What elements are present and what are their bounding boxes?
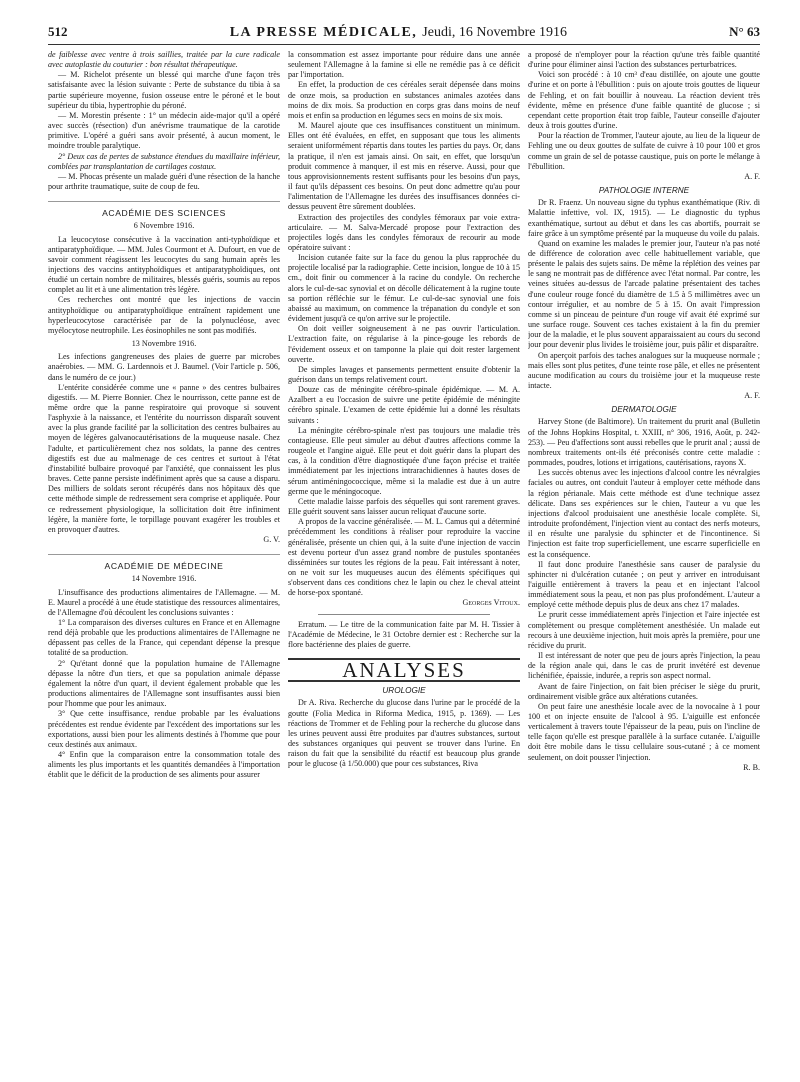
paragraph: Voici son procédé : à 10 cm³ d'eau distillée, on ajoute une goutte d'urine et on porte à l'ébullition : puis on ajoute trois gouttes de liqueur de Fehling, et on fait bouillir à nouveau. La réaction devient très évidente, même en présence d'une faible quantité de glucose ; si cependant cette proportion était trop faible, l'auteur conseille d'ajouter deux à trois gouttes d'urine. (528, 70, 760, 131)
paragraph: 3° Que cette insuffisance, rendue probable par les évaluations précédentes est rendue évidente par l'excédent des importations sur les exportations, aussi bien pour les aliments destinés à l'homme que pour ceux destinés aux animaux. (48, 709, 280, 749)
paragraph: On aperçoit parfois des taches analogues sur la muqueuse normale ; mais elles sont plus petites, d'une teinte rose pâle, et elles ne présentent aucune modification au cours du troisième jour et la muqueuse reste intacte. (528, 350, 760, 390)
paragraph: La leucocytose consécutive à la vaccination anti-typhoïdique et antiparatyphoïdique. — MM. Jules Courmont et A. Dufourt, en vue de savoir comment réagissent les leucocytes du sang humain après les injections des vaccins antityphoïdiques et antiparatyphoïdiques, ont étudié un certain nombre de militaires, blessés guéris, soumis au repos complet au lit et à une alimentation très légère. (48, 234, 280, 295)
signature: G. V. (263, 535, 280, 545)
paragraph: Douze cas de méningite cérébro-spinale épidémique. — M. A. Azalbert a eu l'occasion de suivre une petite épidémie de méningite cérébro spinale. L'examen de cette épidémie lui a donné les résultats suivants : (288, 385, 520, 425)
paragraph: Avant de faire l'injection, on fait bien préciser le siège du prurit, ordinairement visible grâce aux altérations cutanées. (528, 681, 760, 701)
subsection-heading: UROLOGIE (382, 686, 426, 696)
paragraph: L'entérite considérée comme une « panne » des centres bulbaires digestifs. — M. Pierre Bonnier. Chez le nourrisson, cette panne est de même ordre que la panne respiratoire qui provoque si souvent l'asphyxie à la naissance, et l'entérite du nourrisson disparaît souvent avec la plus grande facilité par la sollicitation des centres bulbaires au moyen de légères galvanocautérisations de la muqueuse nasale. Chez l'adulte, et particulièrement chez nos soldats, la panne des centres digestifs est due au malmenage de ces centres et surtout à l'état d'instabilité bulbaire provoqué par l'anxiété, que connaissent les plus braves. Cette panne persiste indéfiniment après que sa cause a disparu. Des milliers de soldats seront récupérés dans nos hôpitaux dès que cette méthode simple de redressement sera comprise et appliquée. Pour ce redressement physiologique, la sollicitation doit être infiniment légère, la manière forte, le torpillage pouvant exagérer les troubles et en provoquer d'autres. (48, 382, 280, 534)
paragraph: On peut faire une anesthésie locale avec de la novocaïne à 1 pour 100 et on injecte ensuite de l'alcool à 95. L'aiguille est enfoncée verticalement à travers toute l'épaisseur de la peau, puis on l'incline de telle façon qu'elle est presque parallèle à la surface cutanée. L'aiguille doit être mobile dans le tissu cellulaire sous-cutané ; à ce moment seulement, on doit pousser l'injection. (528, 701, 760, 762)
paragraph: De simples lavages et pansements permettent ensuite d'obtenir la guérison dans un temps relativement court. (288, 364, 520, 384)
paragraph: Erratum. — Le titre de la communication faite par M. H. Tissier à l'Académie de Médecine, le 31 Octobre dernier est : Recherche sur la flore bactérienne des plaies de guerre. (288, 619, 520, 649)
signature: A. F. (744, 391, 760, 401)
paragraph: Ces recherches ont montré que les injections de vaccin antityphoïdique ou antiparatyphoïdique entraînent rapidement une hyperleucocytose caractérisée par de la polynucléose, avec myélocytose neutrophile. Les éosinophiles ne sont pas modifiés. (48, 295, 280, 335)
paragraph: On doit veiller soigneusement à ne pas ouvrir l'articulation. L'extraction faite, on régularise à la pince-gouge les rebords de l'évidement osseux et on tamponne la plaie qui doit rester largement ouverte. (288, 324, 520, 364)
session-date: 6 Novembre 1916. (133, 221, 195, 231)
paragraph: Dr A. Riva. Recherche du glucose dans l'urine par le procédé de la goutte (Folia Medica in Riforma Medica, 1915, p. 1369). — Les réactions de Trommer et de Fehling pour la recherche du glucose dans les urines peuvent aussi être produites par d'autres substances, surtout des substances organiques qui peuvent se trouver dans l'urine. En raison du fait que la sensibilité du réactif est beaucoup plus grande pour le glucose (à 1/50.000) que pour ces substances, Riva (288, 698, 520, 769)
paragraph: Harvey Stone (de Baltimore). Un traitement du prurit anal (Bulletin of the Johns Hopkins Hospital, t. XXIII, n° 306, 1916, Août, p. 242-253). — Peu d'affections sont aussi rebelles que le prurit anal ; aussi de nombreux traitements ont-ils été préconisés contre cette maladie : pommades, poudres, lotions et irrigations, cautérisations, rayons X. (528, 417, 760, 468)
session-date: 13 Novembre 1916. (131, 339, 197, 349)
paragraph: Extraction des projectiles des condyles fémoraux par voie extra-articulaire. — M. Salva-Mercadé propose pour l'extraction des projectiles logés dans les condyles fémoraux de recourir au mode opératoire suivant : (288, 212, 520, 252)
paragraph: — M. Morestin présente : 1° un médecin aide-major qu'il a opéré avec succès (résection) d'un anévrisme traumatique de la carotide primitive. L'opéré a guéri sans avoir présenté, à aucun moment, le moindre trouble paralytique. (48, 110, 280, 151)
paragraph: L'insuffisance des productions alimentaires de l'Allemagne. — M. E. Maurel a procédé à une étude statistique des ressources alimentaires, de l'Allemagne d'où découlent les conclusions suivantes : (48, 587, 280, 617)
paragraph: a proposé de n'employer pour la réaction qu'une très faible quantité d'urine pour éliminer ainsi l'action des substances perturbatrices. (528, 50, 760, 70)
column-3 (528, 50, 760, 1072)
paragraph: Il faut donc produire l'anesthésie sans causer de paralysie du sphincter ni d'ulcération cutanée ; on peut y arriver en introduisant l'aiguille entièrement à travers la peau et en injectant l'alcool immédiatement sous la peau, et non pas plus profondément. L'auteur a employé cette méthode depuis plus de deux ans chez 17 malades. (528, 559, 760, 610)
paragraph: Les infections gangreneuses des plaies de guerre par microbes anaérobies. — MM. G. Lardennois et J. Baumel. (Voir l'article p. 506, dans le numéro de ce jour.) (48, 352, 280, 382)
paragraph: Le prurit cesse immédiatement après l'injection et l'aire injectée est complètement ou presque complètement anesthésiée. Un malade eut recours à une deuxième injection, huit mois après la première, pour une récidive du prurit. (528, 610, 760, 650)
divider (318, 614, 490, 615)
paragraph: 2° Deux cas de pertes de substance étendues du maxillaire inférieur, comblées par transplantation de cartilages costaux. (48, 151, 280, 171)
column-2 (288, 50, 520, 1072)
session-date: 14 Novembre 1916. (131, 574, 197, 584)
signature: A. F. (744, 171, 760, 181)
column-1 (48, 50, 280, 1072)
paragraph: Cette maladie laisse parfois des séquelles qui sont rarement graves. Elle guérit souvent sans laisser aucun reliquat d'aucune sorte. (288, 496, 520, 517)
issue-number: N° 63 (729, 24, 760, 39)
issue-date: Jeudi, 16 Novembre 1916 (422, 25, 567, 40)
signature: R. B. (743, 762, 760, 772)
page-number: 512 (48, 24, 68, 39)
page-header (48, 24, 760, 45)
paragraph: 1° La comparaison des diverses cultures en France et en Allemagne rend déjà probable que les productions alimentaires de l'Allemagne ne dépassent pas celles de la France, qui cependant dépense la presque totalité de sa production. (48, 617, 280, 658)
section-heading: ACADÉMIE DE MÉDECINE (48, 554, 280, 571)
paragraph: Incision cutanée faite sur la face du genou la plus rapprochée du projectile localisé par la radiographie. Cette incision, longue de 10 à 15 cm., doit finir ou commencer à la racine du condyle. On recherche alors le cul-de-sac synovial et on décolle délicatement à la rugine toute sa portion réfléchie sur le fémur. Le cul-de-sac synovial une fois abaissé au maximum, on commence la trépanation du condyle et son évidement jusqu'à ce qu'on arrive sur le projectile. (288, 253, 520, 324)
paragraph: — M. Richelot présente un blessé qui marche d'une façon très satisfaisante avec la lésion suivante : Perte de substance du tibia à sa partie supérieure moyenne, fusion osseuse entre le péroné et le bout supérieur du tibia, hypertrophie du péroné. (48, 70, 280, 110)
section-heading: ACADÉMIE DES SCIENCES (48, 201, 280, 218)
signature: Georges Vitoux. (462, 598, 520, 608)
paragraph: Pour la réaction de Trommer, l'auteur ajoute, au lieu de la liqueur de Fehling une ou deux gouttes de sulfate de cuivre à 10 pour 100 et gros comme un grain de sel de potasse caustique, puis on porte le mélange à l'ébullition. (528, 131, 760, 171)
paragraph: En effet, la production de ces céréales serait dépensée dans moins de onze mois, sa production en substances animales azotées dans moins de dix mois. Sa production en corps gras dans moins de neuf mois et enfin sa production en légumes secs en moins de six mois. (288, 80, 520, 120)
paragraph: La méningite cérébro-spinale n'est pas toujours une maladie très contagieuse. Elle peut simuler au début d'autres affections comme la rougeole et l'angine aiguë. Elle peut et doit guérir dans la plupart des cas, à la condition d'être diagnostiquée d'une façon précise et traitée immédiatement par les injections intrarachidiennes à hautes doses de sérum antiméningococcique, même si la maladie est due à un autre germe que le méningocoque. (288, 425, 520, 496)
paragraph: Les succès obtenus avec les injections d'alcool contre les névralgies faciales ou autres, ont conduit l'auteur à employer cette méthode dans la région périanale. Mais cette méthode est d'une technique assez délicate. Dans ses expériences sur le chien, l'auteur a vu que les injections d'alcool produisaient une anesthésie locale complète. Si, introduite profondément, l'injection vient au contact des nerfs moteurs, il en résulte une paralysie du sphincter et de l'incontinence. Si l'injection est faite trop superficiellement, une escarre superficielle en est la conséquence. (528, 468, 760, 559)
subsection-heading: DERMATOLOGIE (611, 405, 677, 415)
journal-title (230, 25, 567, 41)
subsection-heading: PATHOLOGIE INTERNE (598, 186, 690, 196)
paragraph: 2° Qu'étant donné que la population humaine de l'Allemagne dépasse la nôtre d'un tiers, et que sa population animale dépasse également la nôtre d'un quart, il devient également probable que les productions alimentaires de l'Allemagne sont insuffisantes aussi bien pour l'homme que pour les animaux. (48, 658, 280, 709)
paragraph: Dr R. Fraenz. Un nouveau signe du typhus exanthématique (Riv. di Malattie infettive, vol. IX, 1915). — Le diagnostic du typhus exanthématique, surtout au début et dans les cas abortifs, pourrait se faire grâce à un symptôme présenté par la muqueuse du voile du palais. (528, 198, 760, 238)
journal-name: LA PRESSE MÉDICALE, (229, 25, 418, 40)
paragraph: Quand on examine les malades le premier jour, l'auteur n'a pas noté de différence de coloration avec celle habituellement variable, que présente le palais des sujets sains. De même la réplétion des veines par le sang ne montrait pas de différence avec l'état normal. Par contre, les veines situées au-dessus de l'arcade palatine présentaient des taches d'une couleur rouge foncé du diamètre de 1.5 à 5 millimètres avec un contour irrégulier, et au nombre de 5 à 15. On avait l'impression comme si un pinceau de peinture d'un rouge vif avait été exprimé sur une surface rouge. Souvent ces taches existaient à la fin du premier jour de la maladie, et le plus souvent apparaissaient au cours du second jour pour devenir plus livides le troisième jour, puis pâlir et disparaître. (528, 238, 760, 350)
paragraph: M. Maurel ajoute que ces insuffisances constituent un minimum. Elles ont été évaluées, en effet, en supposant que tous les aliments seraient uniformément répartis dans toutes les parties du pays. Or, dans la pratique, il n'en est jamais ainsi. On sait, en effet, que lorsqu'un produit commence à manquer, il est mis en réserve. Aussi, pour que tous approvisionnements restent suffisants pour les besoins d'un pays, il faut qu'ils dépassent ces besoins. On peut donc admettre qu'au pour l'alimentation de l'Allemagne les durées des insuffisances données ci-dessus peuvent être sûrement doublées. (288, 121, 520, 212)
paragraph: la consommation est assez importante pour réduire dans une année seulement l'Allemagne à la famine si elle ne remédie pas à ce déficit par l'importation. (288, 50, 520, 80)
paragraph: A propos de la vaccine généralisée. — M. L. Camus qui a déterminé précédemment les conditions à réaliser pour reproduire la vaccine généralisée, présente un chien qui, à la suite d'une injection de vaccin est devenu porteur d'un assez grand nombre de pustules spontanées disséminées sur toutes les régions de la peau. Fait intéressant à noter, on ne voit sur les muqueuses aucun des éléments spécifiques qui s'observent dans ces conditions chez le lapin ou chez le cheval atteint de horse-pox spontané. (288, 517, 520, 598)
columns (48, 50, 760, 1072)
paragraph: 4° Enfin que la comparaison entre la consommation totale des aliments les plus importants et les quantités demandées à l'importation établit que le déficit de la production de ses aliments pour assurer (48, 750, 280, 780)
analyses-heading: ANALYSES (288, 658, 520, 682)
paragraph: — M. Phocas présente un malade guéri d'une résection de la hanche pour arthrite traumatique, suite de coup de feu. (48, 171, 280, 192)
paragraph: de faiblesse avec ventre à trois saillies, traitée par la cure radicale avec autoplastie du couturier : bon résultat thérapeutique. (48, 50, 280, 70)
paragraph: Il est intéressant de noter que peu de jours après l'injection, la peau de la région anale qui, dans le cas de prurit invétéré est devenue lichénifiée, épaissie, indurée, a repris son aspect normal. (528, 651, 760, 681)
